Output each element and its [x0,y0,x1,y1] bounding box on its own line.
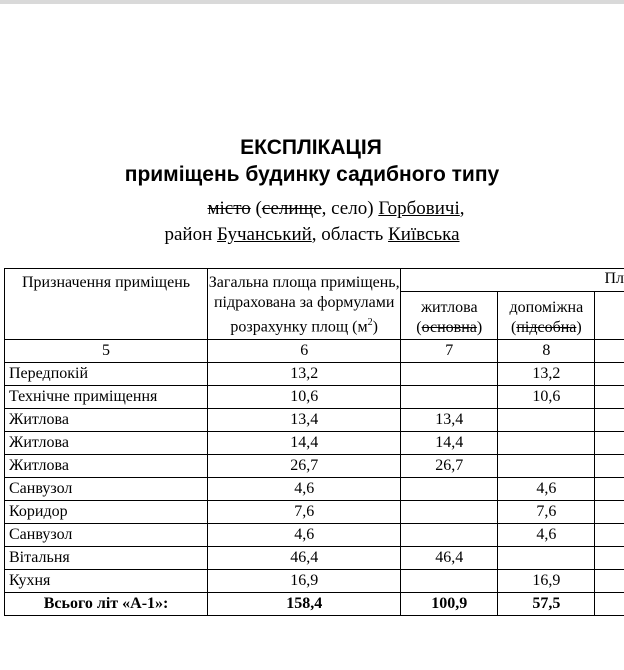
region-line [0,224,624,246]
total-area: 158,4 [208,593,401,616]
total-aux: 57,5 [498,593,595,616]
header-auxiliary-struck-text: підсобна [516,319,577,336]
row-total-area: 13,4 [208,409,401,432]
oblast-prefix: , область [311,224,389,245]
row-name: Передпокій [5,363,208,386]
table-row [5,547,624,570]
row-clipped [595,547,624,570]
column-number-row [5,340,624,363]
row-aux-area [498,455,595,478]
header-area-group [401,269,624,292]
row-total-area: 26,7 [208,455,401,478]
row-name: Вітальня [5,547,208,570]
table-row [5,432,624,455]
header-clipped-cell [595,292,624,340]
row-total-area: 4,6 [208,478,401,501]
row-living-area: 13,4 [401,409,498,432]
paren-open: ( [250,198,262,219]
row-living-area [401,524,498,547]
header-area-group-text: Пл [604,270,624,287]
header-total-area-sup: 2 [367,317,373,328]
row-aux-area [498,432,595,455]
total-living: 100,9 [401,593,498,616]
row-total-area: 10,6 [208,386,401,409]
header-auxiliary [498,292,595,340]
document-subtitle: приміщень будинку садибного типу [124,163,500,186]
title-block [0,136,624,187]
row-name: Санвузол [5,524,208,547]
village-comma: , [459,198,465,219]
table-row [5,455,624,478]
row-name: Житлова [5,455,208,478]
struck-selyshche: селище [261,198,322,219]
table-row [5,570,624,593]
row-living-area [401,363,498,386]
row-clipped [595,432,624,455]
col-number-clipped [595,340,624,363]
row-clipped [595,570,624,593]
explication-table [4,268,624,616]
row-name: Санвузол [5,478,208,501]
row-aux-area [498,547,595,570]
row-living-area [401,570,498,593]
col-number-6: 6 [208,340,401,363]
selo-text: , село) [321,198,379,219]
header-auxiliary-label: допоміжна [509,299,584,316]
row-clipped [595,501,624,524]
row-total-area: 13,2 [208,363,401,386]
row-living-area: 46,4 [401,547,498,570]
row-clipped [595,363,624,386]
table-body [5,363,624,593]
header-total-area-end: ) [372,318,378,336]
row-aux-area: 16,9 [498,570,595,593]
row-total-area: 46,4 [208,547,401,570]
row-total-area: 14,4 [208,432,401,455]
table-row [5,363,624,386]
total-label: Всього літ «А-1»: [5,593,208,616]
header-total-area [208,269,401,340]
total-row [5,593,624,616]
table-row [5,409,624,432]
header-row-1 [5,269,624,292]
row-living-area: 14,4 [401,432,498,455]
row-aux-area: 13,2 [498,363,595,386]
raion-name: Бучанський [217,224,312,245]
row-total-area: 4,6 [208,524,401,547]
col-number-7: 7 [401,340,498,363]
header-living-struck-text: основна [421,319,477,336]
table-row [5,386,624,409]
table-row [5,524,624,547]
row-aux-area: 7,6 [498,501,595,524]
row-name: Кухня [5,570,208,593]
table-row [5,501,624,524]
total-clipped [595,593,624,616]
row-clipped [595,478,624,501]
struck-misto: місто [207,198,251,219]
header-purpose: Призначення приміщень [5,269,208,340]
row-name: Коридор [5,501,208,524]
header-auxiliary-struck: (підсобна) [510,319,582,336]
header-living [401,292,498,340]
table-row [5,478,624,501]
col-number-8: 8 [498,340,595,363]
row-clipped [595,524,624,547]
row-aux-area [498,409,595,432]
header-living-struck: (основна) [416,319,483,336]
row-clipped [595,455,624,478]
row-name: Житлова [5,432,208,455]
row-living-area [401,478,498,501]
top-edge-bar [0,0,624,4]
settlement-line [0,198,624,220]
header-total-area-text: Загальна площа приміщень, підрахована за формулами розрахунку площ (м [208,274,400,336]
row-name: Житлова [5,409,208,432]
row-total-area: 7,6 [208,501,401,524]
row-name: Технічне приміщення [5,386,208,409]
row-aux-area: 4,6 [498,524,595,547]
row-total-area: 16,9 [208,570,401,593]
row-aux-area: 10,6 [498,386,595,409]
row-living-area: 26,7 [401,455,498,478]
row-clipped [595,409,624,432]
row-clipped [595,386,624,409]
header-living-label: житлова [420,299,478,316]
row-living-area [401,386,498,409]
village-name: Горбовичі [378,198,460,219]
col-number-5: 5 [5,340,208,363]
oblast-name: Київська [388,224,460,245]
row-living-area [401,501,498,524]
raion-prefix: район [164,224,218,245]
document-title: ЕКСПЛІКАЦІЯ [240,136,382,159]
row-aux-area: 4,6 [498,478,595,501]
